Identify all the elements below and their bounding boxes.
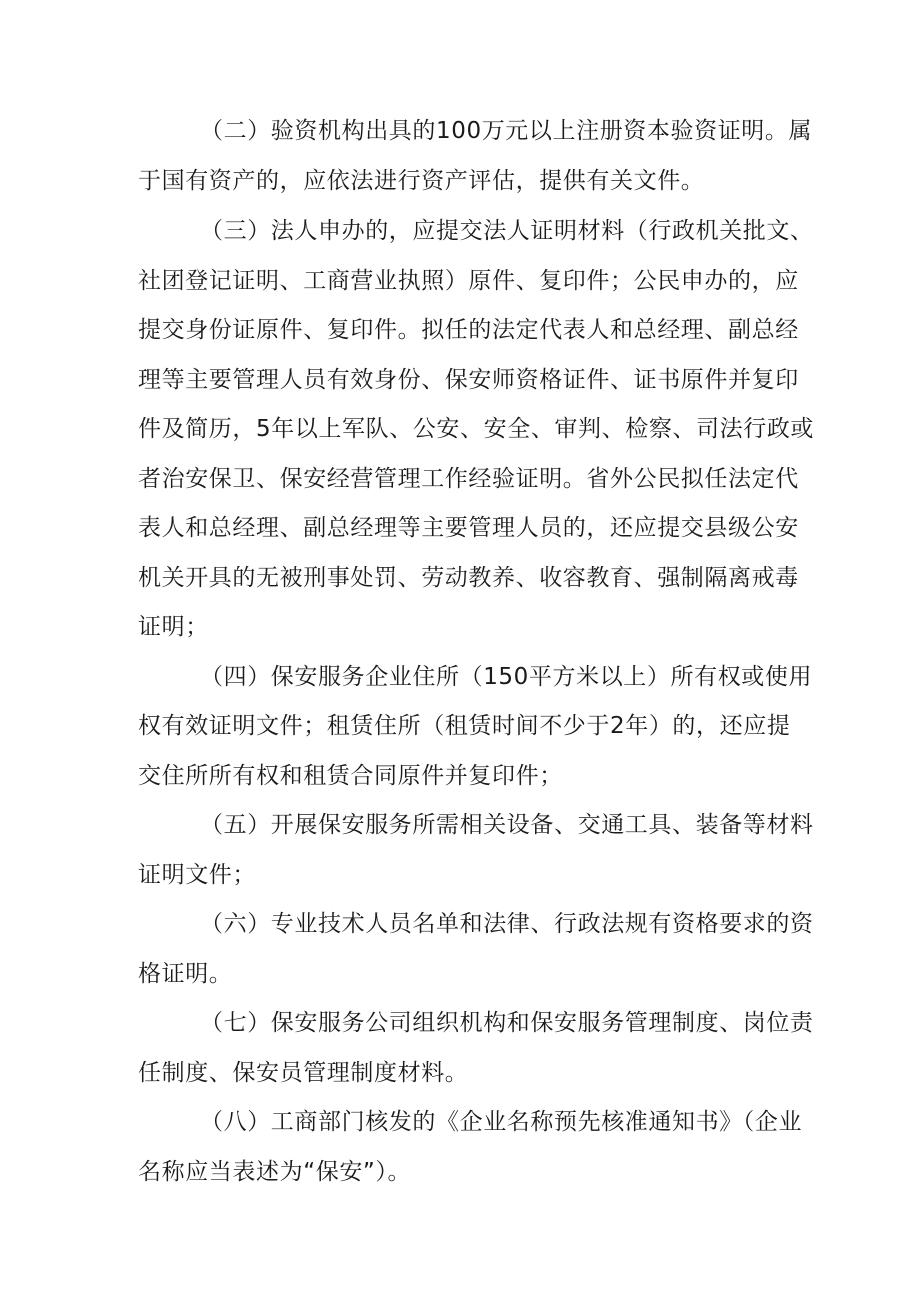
paragraph-3-line-7: 表人和总经理、副总经理等主要管理人员的，还应提交县级公安 <box>138 515 799 541</box>
paragraph-3-line-2: 社团登记证明、工商营业执照）原件、复印件；公民申办的，应 <box>138 268 799 294</box>
paragraph-4-line-2: 权有效证明文件；租赁住所（租赁时间不少于2年）的，还应提 <box>138 713 791 739</box>
paragraph-2-line-1: （二）验资机构出具的100万元以上注册资本验资证明。属 <box>200 118 813 144</box>
paragraph-3-line-1: （三）法人申办的，应提交法人证明材料（行政机关批文、 <box>200 218 814 244</box>
paragraph-4-line-3: 交住所所有权和租赁合同原件并复印件； <box>138 763 563 789</box>
paragraph-3-line-9: 证明； <box>138 614 209 640</box>
paragraph-8-line-1: （八）工商部门核发的《企业名称预先核准通知书》（企业 <box>200 1109 803 1135</box>
paragraph-6-line-1: （六）专业技术人员名单和法律、行政法规有资格要求的资 <box>200 911 814 937</box>
paragraph-3-line-6: 者治安保卫、保安经营管理工作经验证明。省外公民拟任法定代 <box>138 466 799 492</box>
paragraph-5-line-1: （五）开展保安服务所需相关设备、交通工具、装备等材料 <box>200 812 814 838</box>
paragraph-3-line-5: 件及简历，5年以上军队、公安、安全、审判、检察、司法行政或 <box>138 416 815 442</box>
paragraph-8-line-2: 名称应当表述为“保安”）。 <box>138 1159 412 1185</box>
paragraph-4-line-1: （四）保安服务企业住所（150平方米以上）所有权或使用 <box>200 664 813 690</box>
paragraph-7-line-2: 任制度、保安员管理制度材料。 <box>138 1060 469 1086</box>
paragraph-7-line-1: （七）保安服务公司组织机构和保安服务管理制度、岗位责 <box>200 1010 814 1036</box>
paragraph-3-line-8: 机关开具的无被刑事处罚、劳动教养、收容教育、强制隔离戒毒 <box>138 565 799 591</box>
paragraph-3-line-3: 提交身份证原件、复印件。拟任的法定代表人和总经理、副总经 <box>138 317 799 343</box>
paragraph-3-line-4: 理等主要管理人员有效身份、保安师资格证件、证书原件并复印 <box>138 367 799 393</box>
paragraph-6-line-2: 格证明。 <box>138 961 233 987</box>
paragraph-2-line-2: 于国有资产的，应依法进行资产评估，提供有关文件。 <box>138 168 705 194</box>
paragraph-5-line-2: 证明文件； <box>138 862 256 888</box>
